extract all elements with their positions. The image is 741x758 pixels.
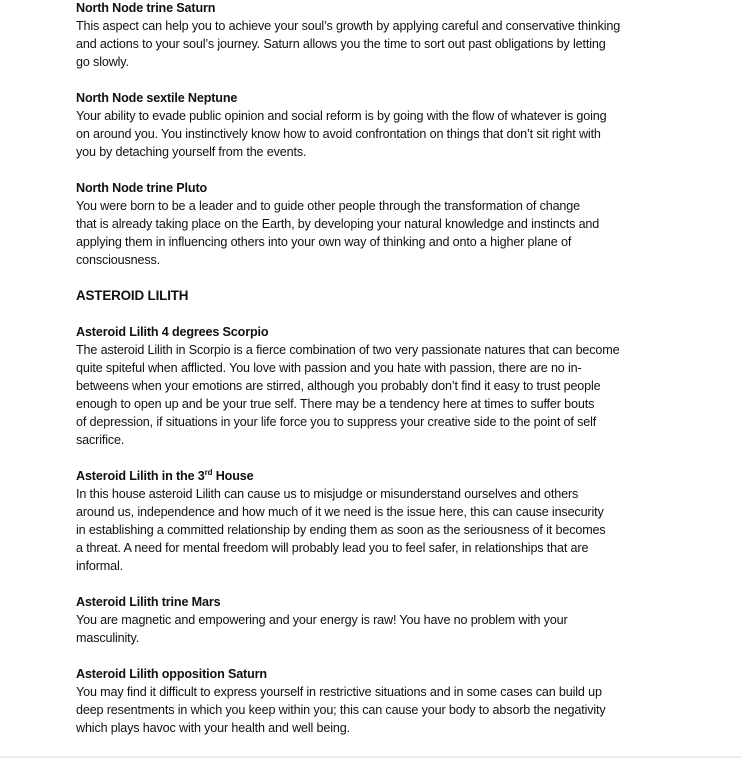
- text-line: You may find it difficult to express yourself in restrictive situations and in some cases can build up: [76, 685, 602, 699]
- text-line: you by detaching yourself from the events.: [76, 145, 307, 159]
- aspect-description: [76, 17, 686, 71]
- text-line: In this house asteroid Lilith can cause us to misjudge or misunderstand ourselves and others: [76, 487, 579, 501]
- text-line: masculinity.: [76, 631, 140, 645]
- text-line: betweens when your emotions are stirred, although you probably don’t find it easy to trust people: [76, 379, 601, 393]
- aspect-heading: North Node trine Pluto: [76, 181, 208, 195]
- text-line: enough to open up and be your true self. There may be a tendency here at times to suffer bouts: [76, 397, 595, 411]
- aspect-heading: [76, 467, 686, 485]
- aspect-description: [76, 485, 686, 575]
- aspect-description: [76, 611, 686, 647]
- text-line: deep resentments in which you keep within you; this can cause your body to absorb the negativity: [76, 703, 606, 717]
- text-line: Your ability to evade public opinion and social reform is by going with the flow of whatever is going: [76, 109, 607, 123]
- section-title: ASTEROID LILITH: [76, 288, 189, 303]
- text-line: The asteroid Lilith in Scorpio is a fierce combination of two very passionate natures that can become: [76, 343, 620, 357]
- aspect-section: [76, 89, 686, 161]
- text-line: informal.: [76, 559, 123, 573]
- text-line: go slowly.: [76, 55, 129, 69]
- aspect-section: [76, 593, 686, 647]
- aspect-heading: Asteroid Lilith trine Mars: [76, 595, 221, 609]
- aspect-section: [76, 323, 686, 449]
- text-line: This aspect can help you to achieve your soul’s growth by applying careful and conservative thinking: [76, 19, 621, 33]
- aspect-heading: North Node sextile Neptune: [76, 91, 238, 105]
- text-line: You were born to be a leader and to guide other people through the transformation of change: [76, 199, 580, 213]
- text-line: which plays havoc with your health and well being.: [76, 721, 350, 735]
- text-line: consciousness.: [76, 253, 161, 267]
- text-line: sacrifice.: [76, 433, 125, 447]
- heading-prefix: Asteroid Lilith in the 3: [76, 469, 205, 483]
- aspect-section: [76, 467, 686, 575]
- aspect-heading: Asteroid Lilith opposition Saturn: [76, 667, 267, 681]
- aspect-description: [76, 107, 686, 161]
- aspect-description: [76, 341, 686, 449]
- text-line: You are magnetic and empowering and your energy is raw! You have no problem with your: [76, 613, 568, 627]
- aspect-description: [76, 683, 686, 737]
- text-line: in establishing a committed relationship by ending them as soon as the seriousness of it becomes: [76, 523, 606, 537]
- aspect-section: [76, 179, 686, 269]
- text-line: of depression, if situations in your life force you to suppress your creative side to the point of self: [76, 415, 597, 429]
- document-content: [76, 0, 686, 755]
- aspect-section: [76, 665, 686, 737]
- aspect-description: [76, 197, 686, 269]
- text-line: that is already taking place on the Earth, by developing your natural knowledge and instincts and: [76, 217, 600, 231]
- aspect-heading: Asteroid Lilith 4 degrees Scorpio: [76, 325, 269, 339]
- heading-suffix: House: [212, 469, 254, 483]
- aspect-section: [76, 0, 686, 71]
- text-line: on around you. You instinctively know how to avoid confrontation on things that don’t sit right with: [76, 127, 601, 141]
- text-line: around us, independence and how much of it we need is the issue here, this can cause insecurity: [76, 505, 604, 519]
- text-line: applying them in influencing others into your own way of thinking and onto a higher plane of: [76, 235, 572, 249]
- text-line: and actions to your soul’s journey. Saturn allows you the time to sort out past obligations by letting: [76, 37, 606, 51]
- aspect-heading: North Node trine Saturn: [76, 1, 216, 15]
- text-line: quite spiteful when afflicted. You love with passion and you hate with passion, there are no in-: [76, 361, 582, 375]
- ordinal-suffix: rd: [204, 468, 213, 477]
- text-line: a threat. A need for mental freedom will probably lead you to feel safer, in relationships that are: [76, 541, 589, 555]
